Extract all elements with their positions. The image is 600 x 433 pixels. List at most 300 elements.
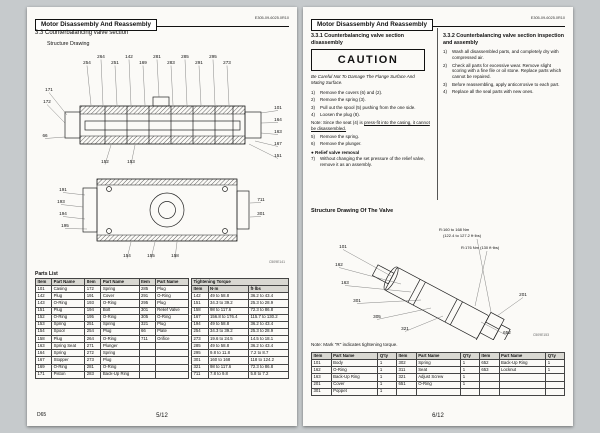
- table-row: [36, 350, 189, 357]
- table-cell: 98 to 117.6: [208, 307, 248, 314]
- table-cell: O-Ring: [101, 364, 139, 371]
- table-cell: 36.2 to 43.4: [248, 343, 288, 350]
- disassembly-column: [311, 31, 431, 169]
- table-cell: 167: [192, 314, 209, 321]
- callout-number: 281: [153, 54, 161, 59]
- table-cell: Plunger: [101, 343, 139, 350]
- table-cell: 151: [36, 307, 52, 314]
- table-cell: Back-Up Ring: [101, 371, 139, 378]
- table-cell: 142: [36, 293, 52, 300]
- table-cell: 271: [85, 343, 101, 350]
- callout-number: 283: [167, 60, 175, 65]
- table-header-cell: Item: [192, 286, 209, 293]
- table-cell: 118 to 124.2: [248, 357, 288, 364]
- page-header-title: Motor Disassembly And Reassembly: [35, 19, 157, 31]
- table-header-cell: Item: [36, 279, 52, 286]
- table-cell: 195: [85, 314, 101, 321]
- callout-leader-line: [129, 60, 131, 106]
- table-header-cell: Part Name: [101, 279, 139, 286]
- table-cell: Piston: [52, 371, 85, 378]
- step-item: [311, 156, 431, 168]
- table-row: [36, 336, 189, 343]
- callout-leader-line: [185, 60, 187, 106]
- table-row: [192, 343, 289, 350]
- callout-number: 193: [57, 199, 65, 204]
- table-cell: 321: [192, 364, 209, 371]
- spool-bore: [85, 121, 240, 130]
- table-cell: Spring Seat: [52, 343, 85, 350]
- callout-leader-line: [343, 250, 391, 277]
- table-cell: 295: [192, 350, 209, 357]
- table-cell: 1: [378, 381, 397, 388]
- table-cell: 142: [192, 293, 209, 300]
- table-cell: 7.8 to 9.8: [208, 371, 248, 378]
- callout-number: 172: [43, 99, 51, 104]
- note-prefix: Note: Since the seat (4) is: [311, 120, 365, 126]
- table-cell: 254: [192, 328, 209, 335]
- valve-drawing-heading: Structure Drawing Of The Valve: [311, 208, 394, 214]
- table-header-cell: ft·lbs: [248, 286, 288, 293]
- page-number: 5/12: [156, 413, 168, 419]
- table-row: [312, 360, 565, 367]
- table-cell: Plug: [155, 286, 188, 293]
- table-cell: Spring: [101, 321, 139, 328]
- bolt-hole: [223, 229, 228, 234]
- table-cell: Plug: [52, 336, 85, 343]
- callout-number: 195: [61, 223, 69, 228]
- torque-table-title: Tightening Torque: [192, 279, 289, 286]
- table-cell: 273: [85, 357, 101, 364]
- table-cell: 302: [397, 360, 417, 367]
- table-cell: 34.3 to 39.2: [208, 300, 248, 307]
- callout-leader-line: [61, 205, 83, 208]
- step-number: 3): [311, 104, 316, 110]
- step-number: 4): [311, 112, 316, 118]
- callout-number: 295: [209, 54, 217, 59]
- table-cell: 160 to 168: [208, 357, 248, 364]
- table-cell: 115.7 to 130.2: [248, 314, 288, 321]
- table-cell: 5.8 to 7.2: [248, 371, 288, 378]
- table-header-cell: Item: [85, 279, 101, 286]
- callout-number: 301: [353, 298, 361, 303]
- table-cell: 172: [85, 286, 101, 293]
- table-cell: 295: [139, 300, 155, 307]
- table-cell: 285: [139, 286, 155, 293]
- callout-leader-line: [47, 105, 65, 124]
- callout-number: 171: [45, 87, 53, 92]
- table-cell: 72.3 to 86.8: [248, 307, 288, 314]
- callout-leader-line: [250, 217, 261, 218]
- callout-number: 273: [223, 60, 231, 65]
- parts-table: [35, 278, 189, 379]
- table-cell: Back-Up Ring: [499, 360, 546, 367]
- step-item: [311, 90, 431, 96]
- page-header-title: Motor Disassembly And Reassembly: [311, 19, 433, 31]
- table-cell: [155, 350, 188, 357]
- table-row: [36, 371, 189, 378]
- top-port-boss: [153, 97, 169, 106]
- table-cell: 19.6 to 24.5: [208, 336, 248, 343]
- torque-table-body: [192, 293, 289, 379]
- table-cell: Poppet: [331, 388, 378, 395]
- callout-leader-line: [250, 203, 261, 204]
- table-cell: [499, 381, 546, 388]
- table-cell: 169: [36, 364, 52, 371]
- table-row: [312, 367, 565, 374]
- table-cell: [155, 364, 188, 371]
- callout-leader-line: [63, 193, 85, 196]
- table-cell: [416, 388, 461, 395]
- table-cell: [461, 388, 480, 395]
- callout-number: 305: [373, 314, 381, 319]
- table-cell: [155, 357, 188, 364]
- table-header-cell: N·m: [208, 286, 248, 293]
- callout-number: 301: [257, 211, 265, 216]
- table-cell: [479, 374, 499, 381]
- table-cell: Bolt: [101, 307, 139, 314]
- step-item: [443, 49, 565, 61]
- callout-number: 285: [181, 54, 189, 59]
- table-cell: Cover: [101, 293, 139, 300]
- torque-table: [191, 278, 289, 379]
- table-cell: 167: [36, 357, 52, 364]
- table-cell: O-Ring: [101, 336, 139, 343]
- table-row: [36, 321, 189, 328]
- table-cell: [139, 364, 155, 371]
- table-cell: O-Ring: [101, 300, 139, 307]
- table-header-cell: Part Name: [331, 353, 378, 360]
- callout-number: 155: [147, 253, 155, 258]
- table-cell: 7.2 to 8.7: [248, 350, 288, 357]
- table-cell: 153: [36, 321, 52, 328]
- callout-number: 158: [171, 253, 179, 258]
- table-cell: 285: [192, 343, 209, 350]
- right-cap: [237, 191, 249, 229]
- step-number: 3): [443, 81, 448, 87]
- table-cell: Seat: [416, 367, 461, 374]
- table-cell: Spool: [52, 328, 85, 335]
- table-cell: 1: [546, 360, 565, 367]
- press-fit-note: [311, 120, 431, 132]
- callout-number: 652: [503, 330, 511, 335]
- groove-line: [445, 299, 457, 322]
- bolt-hole: [223, 187, 228, 192]
- table-row: [36, 307, 189, 314]
- page-right-inner: [311, 13, 565, 420]
- table-cell: 49 to 58.8: [208, 343, 248, 350]
- table-cell: 301: [192, 357, 209, 364]
- table-cell: Plate: [155, 328, 188, 335]
- table-cell: 321: [139, 321, 155, 328]
- callout-leader-line: [345, 286, 411, 293]
- table-header-row: [312, 353, 565, 360]
- step-text: Pull out the spool (5) pushing from the one side.: [320, 104, 416, 110]
- torque-annotation-1: R:160 to 168 Nm: [439, 227, 470, 232]
- table-cell: 1: [461, 367, 480, 374]
- callout-number: 152: [101, 159, 109, 164]
- table-cell: 154: [36, 328, 52, 335]
- step-number: 7): [311, 156, 316, 162]
- groove-line: [450, 302, 462, 325]
- step-text: Loosen the plug (8).: [320, 112, 361, 118]
- groove-line: [408, 279, 420, 302]
- structure-drawing: [35, 51, 289, 267]
- right-end-plug: [245, 112, 261, 138]
- table-cell: Spring: [416, 360, 461, 367]
- table-cell: 49 to 58.8: [208, 321, 248, 328]
- port-inner-circle: [159, 202, 176, 219]
- torque-table-title-row: [192, 279, 289, 286]
- caution-box: [311, 49, 425, 71]
- doc-number: E305-09-6025.0R10: [530, 16, 565, 20]
- callout-number: 167: [274, 141, 282, 146]
- callout-leader-line: [45, 137, 65, 139]
- callout-number: 169: [139, 60, 147, 65]
- callout-leader-line: [49, 93, 67, 116]
- step-number: 6): [311, 141, 316, 147]
- callout-number: 164: [274, 117, 282, 122]
- table-cell: Stopper: [52, 357, 85, 364]
- table-cell: Relief Valve: [155, 307, 188, 314]
- table-cell: 1: [378, 360, 397, 367]
- table-cell: 283: [85, 371, 101, 378]
- table-cell: 254: [85, 328, 101, 335]
- table-cell: [155, 371, 188, 378]
- table-cell: Cover: [331, 381, 378, 388]
- table-cell: 163: [36, 343, 52, 350]
- table-cell: 281: [85, 364, 101, 371]
- table-cell: O-Ring: [101, 314, 139, 321]
- table-cell: [546, 381, 565, 388]
- table-header-cell: Q'ty: [378, 353, 397, 360]
- table-cell: 301: [139, 307, 155, 314]
- page-header: [311, 13, 565, 27]
- callout-number: 153: [127, 159, 135, 164]
- torque-annotation-1b: (122.4 to 127.2 ft·lbs): [443, 233, 482, 238]
- page-number: 6/12: [432, 413, 444, 419]
- table-cell: Plug: [155, 321, 188, 328]
- table-cell: [499, 374, 546, 381]
- table-cell: [397, 388, 417, 395]
- table-cell: 152: [36, 314, 52, 321]
- step-item: [311, 112, 431, 118]
- parts-list-section: [35, 271, 289, 379]
- table-cell: O-Ring: [155, 293, 188, 300]
- parts-table-body: [36, 286, 189, 379]
- table-row: [192, 328, 289, 335]
- model-code: D65: [37, 412, 47, 418]
- table-row: [312, 374, 565, 381]
- step-text: Check all parts for excessive wear. Remove slight scoring with a fine file or oil stone. Replace parts which cannot be repaired.: [452, 62, 562, 80]
- table-cell: O-Ring: [52, 300, 85, 307]
- table-header-cell: Part Name: [155, 279, 188, 286]
- table-cell: 194: [192, 321, 209, 328]
- table-header-cell: Item: [479, 353, 499, 360]
- table-cell: 101: [312, 360, 332, 367]
- torque-annotation-2: R:176 Nm (130 ft·lbs): [461, 245, 500, 250]
- callout-number: 291: [195, 60, 203, 65]
- table-cell: Plug: [52, 293, 85, 300]
- table-row: [36, 314, 189, 321]
- page-right: [303, 7, 573, 426]
- table-cell: Back-Up Ring: [331, 374, 378, 381]
- step-number: 5): [311, 133, 316, 139]
- bolt-hole: [107, 187, 112, 192]
- table-row: [36, 300, 189, 307]
- bolt-hole: [107, 229, 112, 234]
- table-row: [192, 371, 289, 378]
- table-row: [312, 388, 565, 395]
- table-cell: 191: [85, 293, 101, 300]
- step-text: Without changing the set pressure of the relief valve, remove it as an assembly.: [320, 156, 425, 167]
- table-cell: Plug: [101, 357, 139, 364]
- callout-number: 163: [274, 129, 282, 134]
- torque-mark-note: Note: Mark "R" indicates tightening torque.: [311, 342, 398, 347]
- table-row: [192, 336, 289, 343]
- column-divider: [437, 28, 438, 200]
- table-row: [36, 286, 189, 293]
- callout-leader-line: [261, 123, 278, 124]
- assembly-column: [443, 31, 565, 97]
- side-body-outline: [97, 179, 237, 241]
- callout-number: 264: [97, 54, 105, 59]
- callout-leader-line: [143, 66, 145, 106]
- callout-leader-line: [227, 66, 229, 106]
- table-header-cell: Part Name: [499, 353, 546, 360]
- table-cell: Casing: [52, 286, 85, 293]
- table-header-row: [192, 286, 289, 293]
- table-cell: 1: [378, 367, 397, 374]
- table-cell: 34.3 to 39.2: [208, 328, 248, 335]
- table-cell: 264: [85, 336, 101, 343]
- valve-structure-drawing: [319, 218, 553, 340]
- doc-number: E305-09-6025.0R10: [254, 16, 289, 20]
- callout-leader-line: [497, 298, 523, 317]
- callouts-layer: [335, 244, 527, 336]
- step-item: [311, 141, 431, 147]
- callout-leader-line: [199, 66, 201, 106]
- step-text: Replace all the seal parts with new ones.: [452, 89, 534, 95]
- caution-text: Be Careful Not To Damage The Flange Surface And Mating Surface.: [311, 74, 415, 86]
- valve-parts-table-body: [312, 360, 565, 396]
- table-cell: 36.2 to 43.4: [248, 293, 288, 300]
- callout-number: 163: [341, 280, 349, 285]
- left-end-plug: [65, 112, 80, 138]
- page-left-inner: [35, 13, 289, 420]
- table-cell: 291: [139, 293, 155, 300]
- table-cell: 1: [461, 381, 480, 388]
- table-cell: O-Ring: [52, 314, 85, 321]
- callout-number: 101: [274, 105, 282, 110]
- table-cell: Body: [331, 360, 378, 367]
- callout-leader-line: [171, 66, 173, 106]
- parts-list-label: Parts List: [35, 271, 58, 277]
- table-cell: 158: [192, 307, 209, 314]
- tables-row: [35, 278, 289, 379]
- table-cell: Spring: [101, 350, 139, 357]
- table-cell: 163: [312, 374, 332, 381]
- table-cell: Orifice: [155, 336, 188, 343]
- table-row: [192, 300, 289, 307]
- table-cell: 194: [85, 307, 101, 314]
- table-cell: 171: [36, 371, 52, 378]
- table-row: [36, 343, 189, 350]
- table-cell: 653: [479, 367, 499, 374]
- table-header-cell: Q'ty: [546, 353, 565, 360]
- table-cell: Spring: [52, 321, 85, 328]
- valve-top-section-view: [65, 97, 261, 144]
- groove-line: [413, 282, 425, 305]
- page-left: [27, 7, 297, 426]
- table-cell: O-Ring: [155, 314, 188, 321]
- table-row: [36, 328, 189, 335]
- table-cell: 36.2 to 43.4: [248, 321, 288, 328]
- table-cell: [139, 343, 155, 350]
- table-header-row: [36, 279, 189, 286]
- table-cell: Spring: [101, 286, 139, 293]
- step-item: [443, 89, 565, 95]
- table-row: [36, 293, 189, 300]
- callouts-layer: [42, 54, 282, 259]
- table-cell: 1: [461, 360, 480, 367]
- table-header-cell: Part Name: [416, 353, 461, 360]
- callout-leader-line: [357, 300, 421, 304]
- table-cell: 321: [397, 374, 417, 381]
- step-item: [443, 82, 565, 88]
- callout-leader-line: [157, 60, 159, 98]
- callout-number: 194: [59, 211, 67, 216]
- callout-leader-line: [115, 66, 117, 106]
- callout-number: 191: [59, 187, 67, 192]
- table-cell: 1: [378, 388, 397, 395]
- table-cell: 273: [192, 336, 209, 343]
- table-cell: Locknut: [499, 367, 546, 374]
- table-cell: 9.8 to 11.8: [208, 350, 248, 357]
- step-text: Wash all disassembled parts, and completely dry with compressed air.: [452, 49, 559, 61]
- table-cell: 251: [85, 321, 101, 328]
- step-text: Remove the plunger.: [320, 141, 362, 147]
- table-row: [192, 364, 289, 371]
- table-cell: 193: [85, 300, 101, 307]
- table-row: [192, 321, 289, 328]
- table-cell: 49 to 58.8: [208, 293, 248, 300]
- hex-facet-line: [480, 333, 493, 340]
- table-header-cell: Item: [139, 279, 155, 286]
- step-number: 1): [311, 89, 316, 95]
- valve-side-section-view: [83, 179, 249, 241]
- hex-head: [475, 312, 504, 340]
- table-cell: 98 to 117.6: [208, 364, 248, 371]
- relief-valve-heading: ● Relief valve removal: [311, 149, 360, 155]
- table-cell: 151: [192, 300, 209, 307]
- table-header-cell: Item: [312, 353, 332, 360]
- table-cell: 311: [397, 367, 417, 374]
- step-item: [311, 134, 431, 140]
- step-number: 4): [443, 89, 448, 95]
- callout-leader-line: [101, 60, 103, 106]
- callout-leader-line: [213, 60, 215, 106]
- table-cell: Spring: [52, 350, 85, 357]
- table-cell: [139, 357, 155, 364]
- table-cell: O-Ring: [416, 381, 461, 388]
- step-text: Before reassembling, apply anticorrosive to each part.: [452, 81, 560, 87]
- table-cell: Adjust Screw: [416, 374, 461, 381]
- table-cell: Plug: [52, 307, 85, 314]
- table-row: [36, 357, 189, 364]
- callout-number: 142: [125, 54, 133, 59]
- step-text: Remove the covers (6) and (2).: [320, 89, 383, 95]
- table-cell: 162: [312, 367, 332, 374]
